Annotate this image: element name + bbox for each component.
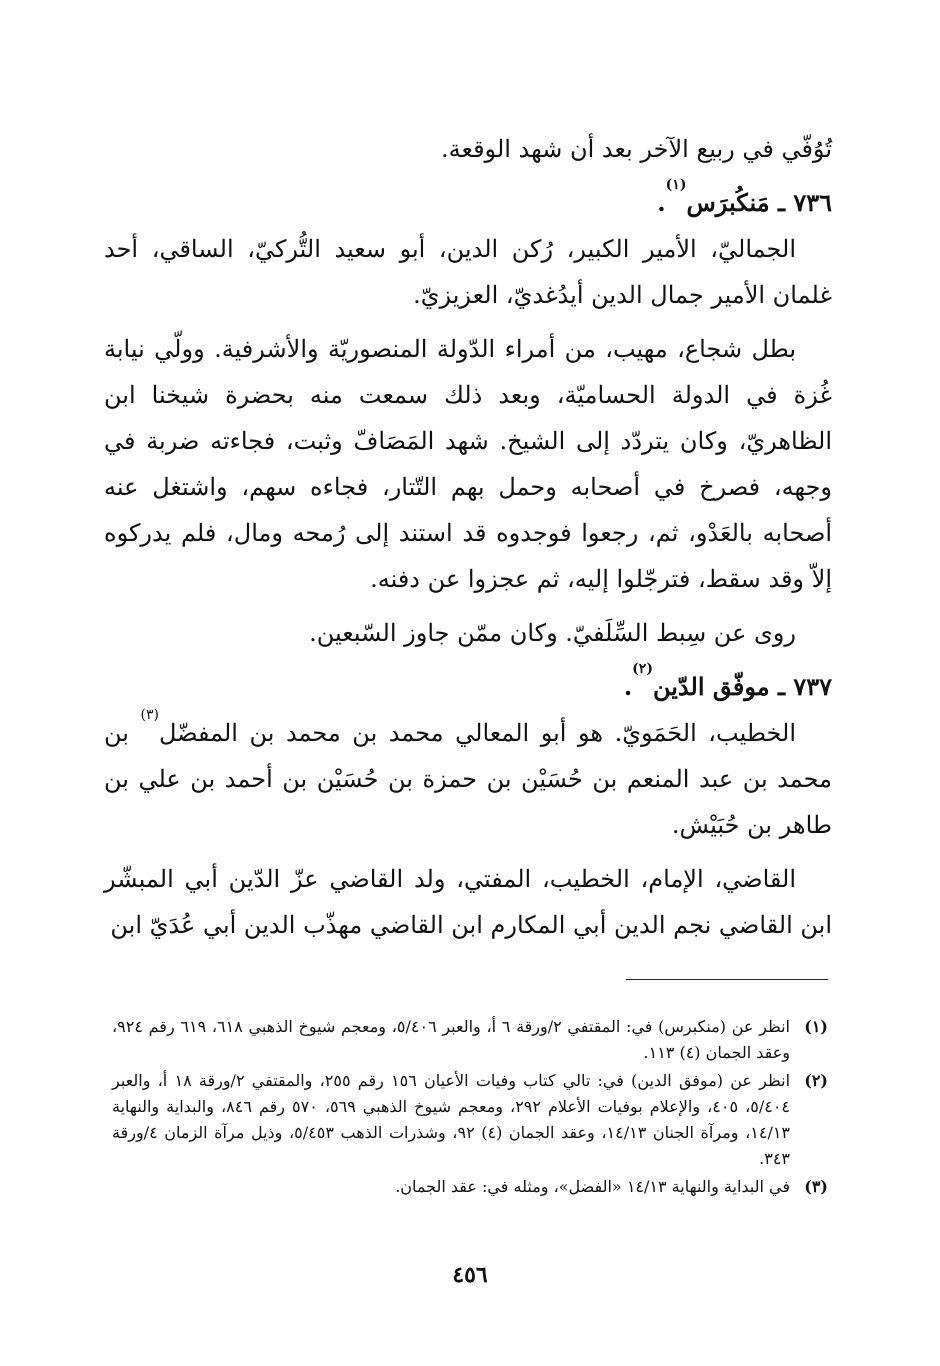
entry-number: ٧٣٧ ـ — [777, 672, 832, 701]
paragraph: تُوُفّي في ربيع الآخر بعد أن شهد الوقعة. — [441, 135, 832, 163]
main-text — [104, 126, 832, 948]
entry-heading-737: ٧٣٧ ـ موفّق الدّين$^{(٢)}$. — [623, 661, 832, 701]
paragraph: بطل شجاع، مهيب، من أمراء الدّولة المنصوريّة والأشرفية. وولّي نيابة غُزة في الدولة الحساميّة، وبعد ذلك سمعت منه بحضرة شيخنا ابن الظاهريّ، وكان يتردّد إلى الشيخ. شهد المَصَافّ وثبت، فجاءته ضربة في وجهه، فصرخ في أصحابه وحمل بهم التّتار، فجاءه سهم، واشتغل عنه أصحابه بالعَدْو، ثم، رجعوا فوجدوه قد استند إلى رُمحه ومال، فلم يدركوه إلاّ وقد سقط، فترجّلوا إليه، ثم عجزوا عن دفنه. — [104, 335, 833, 593]
paragraph: القاضي، الإمام، الخطيب، المفتي، ولد القاضي عزّ الدّين أبي المبشّر ابن القاضي نجم الدين أبي المكارم ابن القاضي مهذّب الدين أبي عُدَيّ ابن — [104, 865, 832, 939]
footnote-number: (٣) — [804, 1177, 828, 1196]
footnote-number: (٢) — [804, 1071, 828, 1090]
footnote-text: انظر عن (منكبرس) في: المقتفي ٢/ورقة ٦ أ، والعبر ٥/٤٠٦، ومعجم شيوخ الذهبي ٦١٨، ٦١٩ رقم ٩٢٤، وعقد الجمان (٤) ١١٣. — [112, 1017, 790, 1062]
footnote-text: انظر عن (موفق الدين) في: تالي كتاب وفيات الأعيان ١٥٦ رقم ٢٥٥، والمقتفي ٢/ورقة ١٨ أ، والعبر ٥/٤٠٤، ٤٠٥، والإعلام بوفيات الأعلام ٢٩٢، ومعجم شيوخ الذهبي ٥٦٩، ٥٧٠ رقم ٨٤٦، والبداية والنهاية ١٤/١٣، ومرآة الجنان ١٤/١٣، وعقد الجمان (٤) ٩٢، وشذرات الذهب ٥/٤٥٣، وذيل مرآة الزمان ٤/ورقة ٣٤٣. — [112, 1071, 791, 1168]
paragraph — [104, 707, 832, 848]
footnote-ref: (١) — [665, 177, 687, 193]
entry-name: مَنكُبرَس — [686, 188, 770, 217]
footnote-ref: (٣) — [140, 707, 159, 723]
footnote-text: في البداية والنهاية ١٤/١٣ «الفضل»، ومثله في: عقد الجمان. — [395, 1177, 790, 1196]
paragraph-part: الخطيب، الحَمَويّ. هو أبو المعالي محمد بن محمد بن المفضّل — [158, 719, 796, 747]
footnote — [112, 1174, 828, 1200]
footnote-divider — [626, 979, 828, 980]
paragraph-part: بن محمد بن عبد المنعم بن حُسَيْن بن حمزة بن حُسَيْن بن أحمد بن علي بن طاهر بن حُبَيْش. — [104, 719, 832, 839]
entry-name: موفّق الدّين — [652, 672, 770, 701]
footnotes — [112, 1014, 828, 1202]
paragraph: روى عن سِبط السِّلَفيّ. وكان ممّن جاوز السّبعين. — [309, 619, 796, 647]
footnote-ref: (٢) — [632, 661, 653, 677]
footnote — [112, 1068, 828, 1172]
footnote-number: (١) — [804, 1017, 828, 1036]
footnote — [112, 1014, 828, 1066]
entry-number: ٧٣٦ ـ — [777, 188, 832, 217]
page-number: ٤٥٦ — [452, 1262, 488, 1288]
paragraph: الجماليّ، الأمير الكبير، رُكن الدين، أبو سعيد التُّركيّ، الساقي، أحد غلمان الأمير جمال الدين أيدُغديّ، العزيزيّ. — [104, 235, 832, 309]
entry-heading-736: ٧٣٦ ـ مَنكُبرَس$^{(١)}$. — [657, 177, 832, 217]
